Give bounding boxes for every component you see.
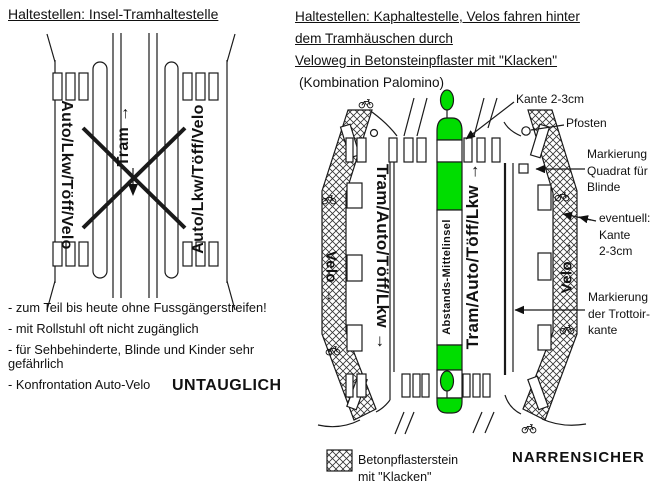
legend-hatch-swatch bbox=[327, 450, 352, 471]
callout-line: der Trottoir- bbox=[588, 306, 651, 321]
callout-blinde bbox=[587, 146, 648, 196]
right-title-subtitle: (Kombination Palomino) bbox=[299, 75, 445, 90]
right-diagram-kap bbox=[318, 90, 596, 471]
legend-line: mit "Klacken" bbox=[358, 470, 432, 484]
callout-line: Markierung bbox=[588, 290, 649, 304]
eventuell-leader-2 bbox=[579, 217, 591, 220]
left-panel-title: Haltestellen: Insel-Tramhaltestelle bbox=[8, 6, 219, 22]
right-title-line1: Haltestellen: Kaphaltestelle, Velos fahren hinter bbox=[295, 9, 580, 24]
legend-line: Betonpflasterstein bbox=[358, 453, 459, 467]
velo-text: Velo bbox=[322, 250, 340, 283]
lane-label-left: Auto/Lkw/Töff/Velo bbox=[58, 100, 75, 250]
callout-line: kante bbox=[588, 323, 618, 337]
signal-pole-bottom bbox=[441, 371, 454, 391]
blinde-quadrat-marking bbox=[519, 164, 528, 173]
callout-pfosten: Pfosten bbox=[566, 116, 607, 130]
velo-text: Velo bbox=[558, 261, 576, 294]
callout-eventuell bbox=[599, 210, 650, 260]
island-label: Abstands-Mittelinsel bbox=[441, 219, 453, 335]
lane-label-right: Auto/Lkw/Töff/Velo bbox=[190, 104, 207, 254]
left-verdict: UNTAUGLICH bbox=[172, 377, 282, 394]
callout-trottoirkante bbox=[588, 289, 650, 339]
bicycle-icon bbox=[522, 425, 536, 433]
kap-lane-label-left bbox=[372, 164, 392, 350]
velo-direction-arrow: → bbox=[558, 240, 576, 257]
corner-curve-top-right bbox=[504, 122, 521, 136]
bicycle-icon bbox=[359, 100, 373, 108]
bullet-item: - Konfrontation Auto-Velo bbox=[8, 377, 151, 392]
legend-caption bbox=[358, 452, 458, 486]
callout-line: eventuell: bbox=[599, 211, 651, 225]
island-cap-top bbox=[437, 118, 462, 140]
lane-direction-arrow: → bbox=[463, 162, 482, 181]
velo-label-right bbox=[559, 241, 576, 293]
road-entry-bottom bbox=[395, 412, 494, 434]
platform-island-left bbox=[93, 62, 107, 278]
right-verdict: NARRENSICHER bbox=[512, 449, 645, 466]
kante-leader bbox=[466, 102, 514, 139]
bullet-item: - zum Teil bis heute ohne Fussgängerstreifen! bbox=[8, 300, 267, 315]
velo-direction-arrow: → bbox=[322, 287, 340, 304]
lane-direction-arrow: → bbox=[373, 332, 392, 351]
lane-text: Tram/Auto/Töff/Lkw bbox=[373, 163, 392, 328]
crosswalk-stripes-top bbox=[346, 138, 500, 162]
right-title-line2: dem Tramhäuschen durch bbox=[295, 31, 453, 46]
callout-line: Blinde bbox=[587, 180, 621, 194]
callout-line: Quadrat für bbox=[587, 163, 648, 178]
bullet-item: - für Sehbehinderte, Blinde und Kinder sehr gefährlich bbox=[8, 342, 255, 371]
callout-kante: Kante 2-3cm bbox=[516, 92, 585, 106]
pfosten-right bbox=[522, 127, 530, 135]
velo-label-left bbox=[323, 251, 340, 303]
lane-text: Tram/Auto/Töff/Lkw bbox=[463, 185, 482, 350]
callout-line: Markierung bbox=[587, 147, 648, 161]
callout-line: Kante bbox=[599, 227, 631, 242]
callout-line: 2-3cm bbox=[599, 244, 633, 258]
tram-direction-arrow: → bbox=[115, 105, 132, 122]
bullet-item: - mit Rollstuhl oft nicht zugänglich bbox=[8, 321, 199, 336]
tram-lane-label bbox=[115, 106, 133, 167]
right-panel-title bbox=[295, 6, 580, 94]
tram-label-text: Tram bbox=[115, 126, 132, 167]
kap-lane-label-right bbox=[463, 163, 483, 349]
island-cap-bottom bbox=[437, 398, 462, 413]
platform-island-right bbox=[165, 62, 178, 278]
right-title-line3: Veloweg in Betonsteinpflaster mit "Klacken" bbox=[295, 53, 558, 68]
pfosten-left bbox=[371, 130, 378, 137]
